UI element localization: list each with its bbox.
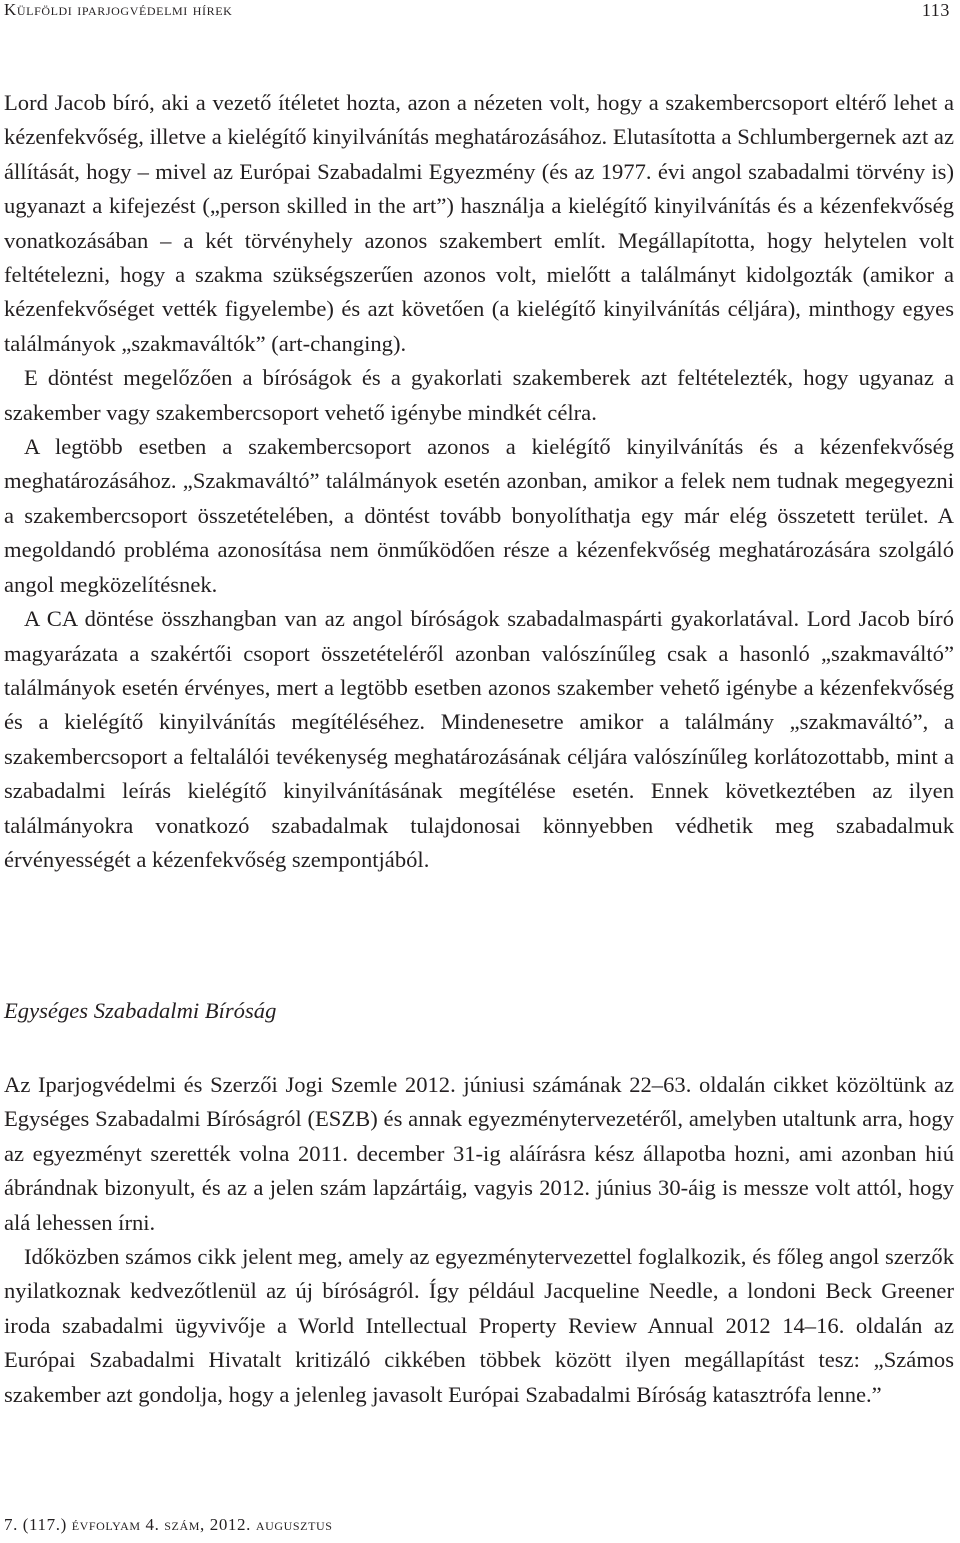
running-title: Külföldi iparjogvédelmi hírek xyxy=(4,0,233,19)
article-body-section-2 xyxy=(4,1068,954,1412)
page-number: 113 xyxy=(921,0,950,20)
section-heading: Egységes Szabadalmi Bíróság xyxy=(4,998,277,1023)
issue-footer: 7. (117.) évfolyam 4. szám, 2012. augusztus xyxy=(4,1515,333,1534)
running-header xyxy=(4,0,950,26)
paragraph: E döntést megelőzően a bíróságok és a gyakorlati szakemberek azt feltételezték, hogy ugyanaz a szakember vagy szakembercsoport vehető igénybe mindkét célra. xyxy=(4,365,954,425)
paragraph: Az Iparjogvédelmi és Szerzői Jogi Szemle 2012. júniusi számának 22–63. oldalán cikket közöltünk az Egységes Szabadalmi Bíróságról (ESZB) és annak egyezménytervezetéről, amelyben utaltunk arra, hogy az egyezményt szerették volna 2011. december 31-ig aláírásra kész állapotba hozni, ami azonban hiú ábrándnak bizonyult, és az a jelen szám lapzártáig, vagyis 2012. június 30-áig is messze volt attól, hogy alá lehessen írni. xyxy=(4,1072,954,1235)
paragraph: A CA döntése összhangban van az angol bíróságok szabadalmaspárti gyakorlatával. Lord Jacob bíró magyarázata a szakértői csoport összetételéről azonban valószínűleg csak a hasonló „szakmaváltó” találmányok esetén érvényes, mert a legtöbb esetben azonos szakember vehető igénybe a kézenfekvőség és a kielégítő kinyilvánítás megítéléséhez. Mindenesetre amikor a találmány „szakmaváltó”, a szakembercsoport a feltalálói tevékenység meghatározásának céljára valószínűleg korlátozottabb, mint a szabadalmi leírás kielégítő kinyilvánításának megítélése esetén. Ennek következtében az ilyen találmányokra vonatkozó szabadalmak tulajdonosai könnyebben védhetik meg szabadalmuk érvényességét a kézenfekvőség szempontjából. xyxy=(4,606,954,872)
paragraph: Lord Jacob bíró, aki a vezető ítéletet hozta, azon a nézeten volt, hogy a szakembercsoport eltérő lehet a kézenfekvőség, illetve a kielégítő kinyilvánítás meghatározásához. Elutasította a Schlumbergernek azt az állítását, hogy – mivel az Európai Szabadalmi Egyezmény (és az 1977. évi angol szabadalmi törvény is) ugyanazt a kifejezést („person skilled in the art”) használja a kielégítő kinyilvánítás és a kézenfekvőség vonatkozásában – a két törvényhely azonos szakembert említ. Megállapította, hogy helytelen volt feltételezni, hogy a szakma szükségszerűen azonos volt, mielőtt a találmányt kidolgozták (amikor a kézenfekvőséget vették figyelembe) és azt követően (a kielégítő kinyilvánítás céljára), minthogy egyes találmányok „szakmaváltók” (art-changing). xyxy=(4,90,954,356)
paragraph: A legtöbb esetben a szakembercsoport azonos a kielégítő kinyilvánítás és a kézenfekvőség meghatározásához. „Szakmaváltó” találmányok esetén azonban, amikor a felek nem tudnak megegyezni a szakembercsoport összetételében, a döntést tovább bonyolíthatja egy már elég összetett terület. A megoldandó probléma azonosítása nem önműködően része a kézenfekvőség meghatározására szolgáló angol megközelítésnek. xyxy=(4,434,954,597)
article-body-section-1 xyxy=(4,86,954,877)
paragraph: Időközben számos cikk jelent meg, amely az egyezménytervezettel foglalkozik, és főleg angol szerzők nyilatkoznak kedvezőtlenül az új bíróságról. Így például Jacqueline Needle, a londoni Beck Greener iroda szabadalmi ügyvivője a World Intellectual Property Review Annual 2012 14–16. oldalán az Európai Szabadalmi Hivatalt kritizáló cikkében többek között ilyen megállapítást tesz: „Számos szakember azt gondolja, hogy a jelenleg javasolt Európai Szabadalmi Bíróság katasztrófa lenne.” xyxy=(4,1244,954,1407)
